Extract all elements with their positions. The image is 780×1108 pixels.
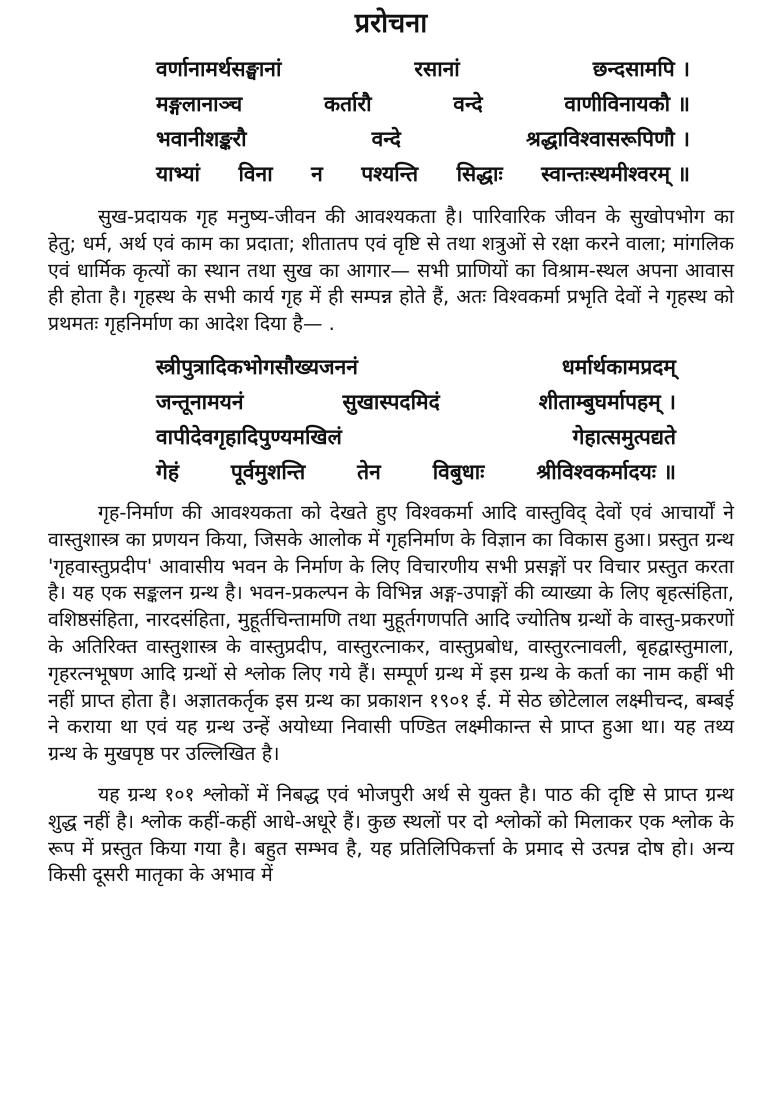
verse-line (156, 122, 690, 157)
verse-segment: न (311, 162, 323, 186)
verse-segment: धर्मार्थकामप्रदम् (561, 354, 676, 379)
quoted-verse (156, 350, 676, 490)
verse-segment: भवानीशङ्करौ (156, 127, 247, 151)
verse-segment: गेहं (156, 459, 179, 484)
verse-line (156, 350, 676, 385)
verse-segment: वापीदेवगृहादिपुण्यमखिलं (156, 424, 342, 449)
verse-line (156, 157, 690, 192)
verse-segment: मङ्गलानाञ्च (156, 92, 243, 116)
verse-segment: गेहात्समुत्पद्यते (572, 424, 676, 449)
verse-segment: सिद्धाः (456, 162, 503, 186)
verse-segment: वर्णानामर्थसङ्घानां (156, 57, 282, 81)
verse-segment: कर्तारौ (323, 92, 372, 116)
verse-segment: स्त्रीपुत्रादिकभोगसौख्यजननं (156, 354, 358, 379)
verse-segment: श्रीविश्वकर्मादयः ॥ (536, 459, 676, 484)
verse-line (156, 52, 690, 87)
page-title: प्ररोचना (354, 8, 428, 39)
verse-line (156, 455, 676, 490)
verse-line (156, 87, 690, 122)
verse-segment: रसानां (414, 57, 460, 81)
verse-line (156, 420, 676, 455)
verse-line (156, 385, 676, 420)
verse-segment: श्रद्धाविश्वासरूपिणौ । (525, 127, 690, 151)
verse-segment: शीताम्बुघर्मापहम् । (538, 389, 676, 414)
opening-verse (156, 52, 690, 192)
verse-segment: विबुधाः (432, 459, 485, 484)
verse-segment: सुखास्पदमिदं (342, 389, 440, 414)
paragraph: सुख-प्रदायक गृह मनुष्य-जीवन की आवश्यकता है। पारिवारिक जीवन के सुखोपभोग का हेतु; धर्म, अर्थ एवं काम का प्रदाता; शीतातप एवं वृष्टि से तथा शत्रुओं से रक्षा करने वाला; मांगलिक एवं धार्मिक कृत्यों का स्थान तथा सुख का आगार— सभी प्राणियों का विश्राम-स्थल अपना आवास ही होता है। गृहस्थ के सभी कार्य गृह में ही सम्पन्न होते हैं, अतः विश्वकर्मा प्रभृति देवों ने गृहस्थ को प्रथमतः गृहनिर्माण का आदेश दिया है— . (48, 205, 734, 336)
verse-segment: वन्दे (371, 127, 401, 151)
verse-segment: पूर्वमुशन्ति (230, 459, 306, 484)
verse-segment: तेन (357, 459, 381, 484)
verse-segment: विना (238, 162, 273, 186)
verse-segment: वाणीविनायकौ ॥ (564, 92, 690, 116)
verse-segment: वन्दे (453, 92, 483, 116)
verse-segment: स्वान्तःस्थमीश्वरम् ॥ (541, 162, 690, 186)
verse-segment: जन्तूनामयनं (156, 389, 244, 414)
verse-segment: छन्दसामपि । (592, 57, 690, 81)
verse-segment: पश्यन्ति (361, 162, 419, 186)
verse-segment: याभ्यां (156, 162, 200, 186)
paragraph: यह ग्रन्थ १०१ श्लोकों में निबद्ध एवं भोजपुरी अर्थ से युक्त है। पाठ की दृष्टि से प्राप्त ग्रन्थ शुद्ध नहीं है। श्लोक कहीं-कहीं आधे-अधूरे हैं। कुछ स्थलों पर दो श्लोकों को मिलाकर एक श्लोक के रूप में प्रस्तुत किया गया है। बहुत सम्भव है, यह प्रतिलिपिकर्त्ता के प्रमाद से उत्पन्न दोष हो। अन्य किसी दूसरी मातृका के अभाव में (48, 782, 734, 887)
paragraph: गृह-निर्माण की आवश्यकता को देखते हुए विश्वकर्मा आदि वास्तुविद् देवों एवं आचार्यों ने वास्तुशास्त्र का प्रणयन किया, जिसके आलोक में गृहनिर्माण के विज्ञान का विकास हुआ। प्रस्तुत ग्रन्थ 'गृहवास्तुप्रदीप' आवासीय भवन के निर्माण के लिए विचारणीय सभी प्रसङ्गों पर विचार प्रस्तुत करता है। यह एक सङ्कलन ग्रन्थ है। भवन-प्रकल्पन के विभिन्न अङ्ग-उपाङ्गों की व्याख्या के लिए बृहत्संहिता, वशिष्ठसंहिता, नारदसंहिता, मुहूर्तचिन्तामणि तथा मुहूर्तगणपति आदि ज्योतिष ग्रन्थों के वास्तु-प्रकरणों के अतिरिक्त वास्तुशास्त्र के वास्तुप्रदीप, वास्तुरत्नाकर, वास्तुप्रबोध, वास्तुरत्नावली, बृहद्वास्तुमाला, गृहरत्नभूषण आदि ग्रन्थों से श्लोक लिए गये हैं। सम्पूर्ण ग्रन्थ में इस ग्रन्थ के कर्ता का नाम कहीं भी नहीं प्राप्त होता है। अज्ञातकर्तृक इस ग्रन्थ का प्रकाशन १९०१ ई. में सेठ छोटेलाल लक्ष्मीचन्द, बम्बई ने कराया था एवं यह ग्रन्थ उन्हें अयोध्या निवासी पण्डित लक्ष्मीकान्त से प्राप्त हुआ था। यह तथ्य ग्रन्थ के मुखपृष्ठ पर उल्लिखित है। (48, 500, 734, 766)
